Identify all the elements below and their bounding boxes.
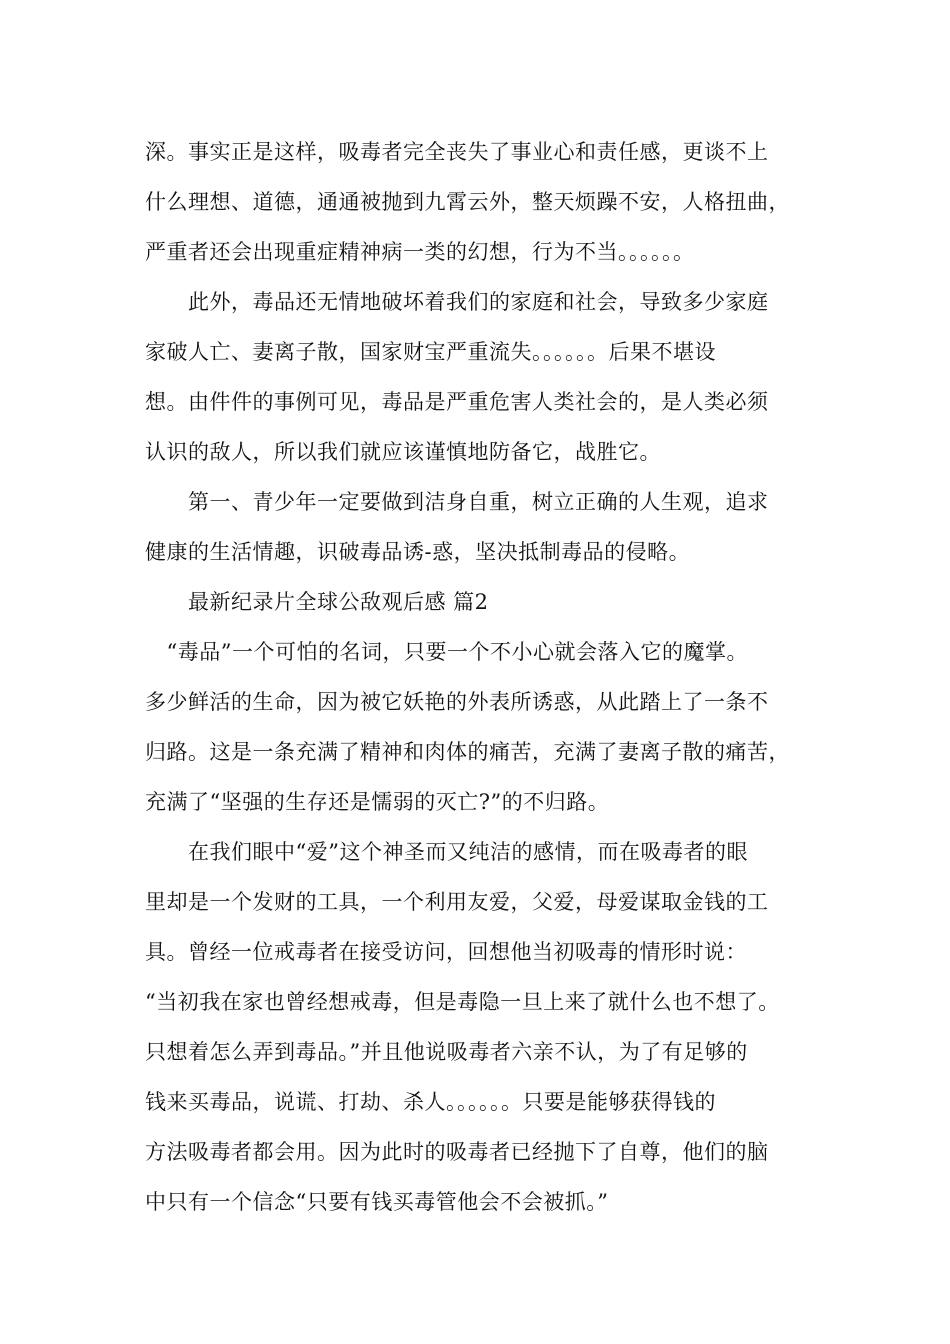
text-line: 只想着怎么弄到毒品。”并且他说吸毒者六亲不认，为了有足够的 [145,1040,748,1064]
text-line: 中只有一个信念“只要有钱买毒管他会不会被抓。” [145,1190,609,1214]
text-line: 归路。这是一条充满了精神和肉体的痛苦，充满了妻离子散的痛苦， [145,740,790,764]
text-line: 家破人亡、妻离子散，国家财宝严重流失。。。。。。后果不堪设 [145,340,716,364]
text-line: 在我们眼中“爱”这个神圣而又纯洁的感情，而在吸毒者的眼 [145,840,748,864]
text-line: 第一、青少年一定要做到洁身自重，树立正确的人生观，追求 [145,490,769,514]
text-line: “毒品”一个可怕的名词，只要一个不小心就会落入它的魔掌。 [145,640,748,664]
text-line: 严重者还会出现重症精神病一类的幻想，行为不当。。。。。。 [145,240,695,264]
text-line: 充满了“坚强的生存还是懦弱的灭亡?”的不归路。 [145,790,610,814]
text-line: 深。事实正是这样，吸毒者完全丧失了事业心和责任感，更谈不上 [145,140,769,164]
text-line: 钱来买毒品，说谎、打劫、杀人。。。。。。只要是能够获得钱的 [145,1090,716,1114]
text-line: 认识的敌人，所以我们就应该谨慎地防备它，战胜它。 [145,440,661,464]
text-line: 具。曾经一位戒毒者在接受访问，回想他当初吸毒的情形时说： [145,940,747,964]
text-line: 什么理想、道德，通通被抛到九霄云外，整天烦躁不安，人格扭曲， [145,190,790,214]
text-line: 多少鲜活的生命，因为被它妖艳的外表所诱惑，从此踏上了一条不 [145,690,769,714]
text-line: 方法吸毒者都会用。因为此时的吸毒者已经抛下了自尊，他们的脑 [145,1140,769,1164]
text-line: “当初我在家也曾经想戒毒，但是毒隐一旦上来了就什么也不想了。 [145,990,780,1014]
section-heading: 最新纪录片全球公敌观后感 篇2 [145,590,489,614]
text-line: 健康的生活情趣，识破毒品诱-惑，坚决抵制毒品的侵略。 [145,540,691,564]
text-line: 此外，毒品还无情地破坏着我们的家庭和社会，导致多少家庭 [145,290,769,314]
text-line: 想。由件件的事例可见，毒品是严重危害人类社会的，是人类必须 [145,390,769,414]
text-line: 里却是一个发财的工具，一个利用友爱，父爱，母爱谋取金钱的工 [145,890,769,914]
